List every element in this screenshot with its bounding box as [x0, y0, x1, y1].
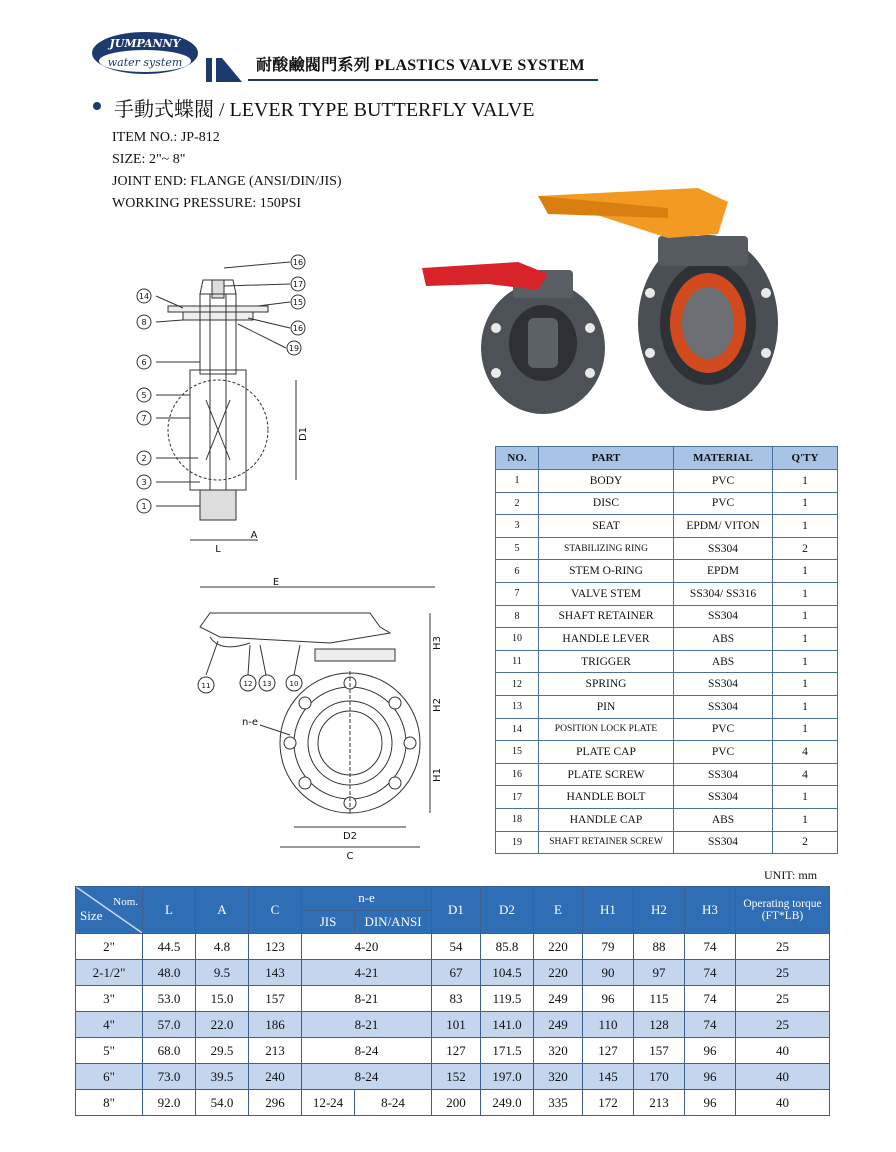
- cell-d2: 141.0: [481, 1012, 534, 1038]
- col-h2: H2: [634, 887, 685, 934]
- part-no: 5: [496, 537, 539, 560]
- callout-10: 10: [289, 680, 299, 688]
- part-qty: 1: [773, 718, 838, 741]
- cell-ne: 8-24: [302, 1064, 432, 1090]
- part-qty: 1: [773, 673, 838, 696]
- header-mark-icon: [206, 56, 246, 84]
- callout-11: 11: [201, 682, 211, 690]
- callout-1: 1: [141, 502, 147, 511]
- part-qty: 1: [773, 582, 838, 605]
- part-material: PVC: [674, 492, 773, 515]
- table-row: [496, 831, 838, 854]
- part-name: BODY: [539, 470, 674, 493]
- col-din: DIN/ANSI: [355, 910, 432, 934]
- part-material: SS304: [674, 786, 773, 809]
- cell-h3: 74: [685, 960, 736, 986]
- cell-e: 249: [534, 986, 583, 1012]
- cell-c: 157: [249, 986, 302, 1012]
- cell-ne: 4-21: [302, 960, 432, 986]
- cell-h1: 145: [583, 1064, 634, 1090]
- cell-l: 73.0: [143, 1064, 196, 1090]
- callout-13: 13: [262, 680, 272, 688]
- dim-e: E: [272, 577, 280, 588]
- nom-label: Nom.: [113, 896, 138, 908]
- table-row: [496, 492, 838, 515]
- table-row: [496, 582, 838, 605]
- part-qty: 1: [773, 470, 838, 493]
- table-row: [496, 718, 838, 741]
- part-qty: 1: [773, 808, 838, 831]
- cell-torque: 40: [736, 1038, 830, 1064]
- spec-item-no: ITEM NO.: JP-812: [112, 130, 220, 145]
- part-name: SEAT: [539, 515, 674, 538]
- part-qty: 1: [773, 515, 838, 538]
- part-qty: 1: [773, 605, 838, 628]
- cell-l: 53.0: [143, 986, 196, 1012]
- part-material: SS304/ SS316: [674, 582, 773, 605]
- cell-size: 3": [76, 986, 143, 1012]
- table-row: [76, 934, 830, 960]
- header-title: 耐酸鹼閥門系列 PLASTICS VALVE SYSTEM: [256, 57, 585, 74]
- cell-h1: 127: [583, 1038, 634, 1064]
- table-row: [76, 1012, 830, 1038]
- table-row: [496, 695, 838, 718]
- cell-jis: 12-24: [302, 1090, 355, 1116]
- col-l: L: [143, 887, 196, 934]
- col-h1: H1: [583, 887, 634, 934]
- callout-12: 12: [243, 680, 253, 688]
- cell-l: 68.0: [143, 1038, 196, 1064]
- cell-d1: 152: [432, 1064, 481, 1090]
- cell-size: 2-1/2": [76, 960, 143, 986]
- cell-ne: 4-20: [302, 934, 432, 960]
- cell-d1: 83: [432, 986, 481, 1012]
- part-material: ABS: [674, 628, 773, 651]
- callout-2: 2: [141, 454, 147, 463]
- part-material: SS304: [674, 763, 773, 786]
- dimensions-table: [75, 886, 830, 1116]
- callout-7: 7: [141, 414, 147, 423]
- callout-17: 17: [292, 280, 304, 289]
- part-no: 1: [496, 470, 539, 493]
- part-no: 2: [496, 492, 539, 515]
- part-material: SS304: [674, 605, 773, 628]
- parts-col-part: PART: [539, 447, 674, 470]
- cell-h2: 115: [634, 986, 685, 1012]
- table-row: [496, 515, 838, 538]
- part-name: TRIGGER: [539, 650, 674, 673]
- unit-label: UNIT: mm: [764, 868, 818, 882]
- table-row: [76, 1064, 830, 1090]
- cell-ne: 8-24: [302, 1038, 432, 1064]
- cell-a: 29.5: [196, 1038, 249, 1064]
- torque-unit: (FT*LB): [761, 910, 804, 922]
- col-torque: [736, 887, 830, 934]
- part-no: 11: [496, 650, 539, 673]
- table-row: [496, 763, 838, 786]
- cell-h1: 90: [583, 960, 634, 986]
- part-qty: 4: [773, 763, 838, 786]
- cell-torque: 25: [736, 934, 830, 960]
- dim-ne: n-e: [241, 717, 259, 728]
- part-material: PVC: [674, 470, 773, 493]
- cell-l: 48.0: [143, 960, 196, 986]
- part-qty: 4: [773, 741, 838, 764]
- parts-col-material: MATERIAL: [674, 447, 773, 470]
- cell-a: 15.0: [196, 986, 249, 1012]
- callout-16a: 16: [292, 258, 304, 267]
- part-no: 15: [496, 741, 539, 764]
- part-material: SS304: [674, 831, 773, 854]
- cell-e: 220: [534, 960, 583, 986]
- cell-e: 220: [534, 934, 583, 960]
- spec-joint: JOINT END: FLANGE (ANSI/DIN/JIS): [112, 174, 342, 189]
- col-e: E: [534, 887, 583, 934]
- product-title: 手動式蝶閥 / LEVER TYPE BUTTERFLY VALVE: [114, 99, 535, 121]
- cell-size: 2": [76, 934, 143, 960]
- callout-15: 15: [292, 298, 304, 307]
- part-qty: 1: [773, 560, 838, 583]
- part-material: SS304: [674, 673, 773, 696]
- part-name: STEM O-RING: [539, 560, 674, 583]
- cell-size: 4": [76, 1012, 143, 1038]
- callout-19: 19: [288, 344, 300, 353]
- part-no: 10: [496, 628, 539, 651]
- part-qty: 1: [773, 695, 838, 718]
- dim-d1: D1: [298, 426, 309, 442]
- dims-header-row: [76, 887, 830, 911]
- part-qty: 1: [773, 786, 838, 809]
- cell-c: 143: [249, 960, 302, 986]
- part-no: 17: [496, 786, 539, 809]
- part-name: SHAFT RETAINER SCREW: [539, 831, 674, 854]
- table-row: [76, 1038, 830, 1064]
- header-rule: [248, 79, 598, 81]
- cell-size: 8": [76, 1090, 143, 1116]
- part-qty: 1: [773, 492, 838, 515]
- part-material: PVC: [674, 741, 773, 764]
- part-material: PVC: [674, 718, 773, 741]
- cell-a: 39.5: [196, 1064, 249, 1090]
- torque-label: Operating torque: [743, 898, 822, 910]
- table-row: [496, 808, 838, 831]
- table-row: [496, 605, 838, 628]
- dim-h3: H3: [432, 636, 443, 650]
- part-no: 3: [496, 515, 539, 538]
- part-material: ABS: [674, 808, 773, 831]
- callout-14: 14: [138, 292, 150, 301]
- part-no: 18: [496, 808, 539, 831]
- size-nom-header: [76, 887, 143, 934]
- dim-l: L: [215, 544, 221, 555]
- cell-h3: 74: [685, 934, 736, 960]
- table-row: [496, 673, 838, 696]
- cell-h3: 74: [685, 986, 736, 1012]
- cell-h2: 213: [634, 1090, 685, 1116]
- cell-h2: 97: [634, 960, 685, 986]
- cell-c: 186: [249, 1012, 302, 1038]
- col-c: C: [249, 887, 302, 934]
- part-no: 13: [496, 695, 539, 718]
- brand-logo: [90, 30, 200, 76]
- cell-h1: 79: [583, 934, 634, 960]
- parts-table: [495, 446, 838, 854]
- cell-d1: 127: [432, 1038, 481, 1064]
- cell-d2: 104.5: [481, 960, 534, 986]
- cell-d2: 197.0: [481, 1064, 534, 1090]
- bullet-icon: [93, 102, 101, 110]
- cell-torque: 40: [736, 1064, 830, 1090]
- cell-h2: 88: [634, 934, 685, 960]
- section-drawing: [128, 250, 318, 560]
- spec-pressure: WORKING PRESSURE: 150PSI: [112, 196, 302, 211]
- cell-d2: 171.5: [481, 1038, 534, 1064]
- table-row: [76, 960, 830, 986]
- cell-ne: 8-21: [302, 1012, 432, 1038]
- product-photo: [418, 178, 798, 418]
- cell-h2: 128: [634, 1012, 685, 1038]
- part-qty: 2: [773, 831, 838, 854]
- part-material: SS304: [674, 695, 773, 718]
- table-row: [76, 986, 830, 1012]
- cell-size: 5": [76, 1038, 143, 1064]
- cell-h3: 96: [685, 1090, 736, 1116]
- part-qty: 2: [773, 537, 838, 560]
- cell-l: 57.0: [143, 1012, 196, 1038]
- table-row: [496, 537, 838, 560]
- cell-d1: 200: [432, 1090, 481, 1116]
- cell-e: 320: [534, 1064, 583, 1090]
- logo-line2: water system: [107, 56, 183, 69]
- cell-c: 213: [249, 1038, 302, 1064]
- cell-a: 4.8: [196, 934, 249, 960]
- cell-torque: 25: [736, 986, 830, 1012]
- table-row: [76, 1090, 830, 1116]
- part-name: VALVE STEM: [539, 582, 674, 605]
- callout-8: 8: [141, 318, 147, 327]
- part-no: 14: [496, 718, 539, 741]
- dim-c: C: [346, 851, 354, 862]
- parts-col-no: NO.: [496, 447, 539, 470]
- cell-d2: 249.0: [481, 1090, 534, 1116]
- cell-h1: 96: [583, 986, 634, 1012]
- col-d1: D1: [432, 887, 481, 934]
- cell-d2: 85.8: [481, 934, 534, 960]
- cell-d1: 54: [432, 934, 481, 960]
- cell-h2: 170: [634, 1064, 685, 1090]
- table-row: [496, 470, 838, 493]
- part-material: EPDM/ VITON: [674, 515, 773, 538]
- cell-c: 296: [249, 1090, 302, 1116]
- cell-d2: 119.5: [481, 986, 534, 1012]
- callout-16b: 16: [292, 324, 304, 333]
- part-no: 6: [496, 560, 539, 583]
- size-label: Size: [80, 908, 103, 923]
- part-qty: 1: [773, 628, 838, 651]
- part-material: EPDM: [674, 560, 773, 583]
- logo-line1: JUMPANNY: [109, 37, 181, 50]
- cell-d1: 67: [432, 960, 481, 986]
- cell-h1: 110: [583, 1012, 634, 1038]
- part-no: 16: [496, 763, 539, 786]
- part-name: SPRING: [539, 673, 674, 696]
- part-name: STABILIZING RING: [539, 537, 674, 560]
- cell-a: 22.0: [196, 1012, 249, 1038]
- part-name: HANDLE CAP: [539, 808, 674, 831]
- part-name: POSITION LOCK PLATE: [539, 718, 674, 741]
- col-h3: H3: [685, 887, 736, 934]
- table-row: [496, 741, 838, 764]
- cell-a: 9.5: [196, 960, 249, 986]
- col-d2: D2: [481, 887, 534, 934]
- part-no: 8: [496, 605, 539, 628]
- col-jis: JIS: [302, 910, 355, 934]
- dim-d2: D2: [342, 831, 358, 842]
- cell-a: 54.0: [196, 1090, 249, 1116]
- part-no: 19: [496, 831, 539, 854]
- part-name: PLATE SCREW: [539, 763, 674, 786]
- col-a: A: [196, 887, 249, 934]
- cell-e: 249: [534, 1012, 583, 1038]
- col-ne: n-e: [302, 887, 432, 911]
- part-name: DISC: [539, 492, 674, 515]
- cell-torque: 40: [736, 1090, 830, 1116]
- table-row: [496, 650, 838, 673]
- table-row: [496, 786, 838, 809]
- part-material: ABS: [674, 650, 773, 673]
- callout-6: 6: [141, 358, 147, 367]
- cell-torque: 25: [736, 960, 830, 986]
- cell-c: 240: [249, 1064, 302, 1090]
- part-no: 12: [496, 673, 539, 696]
- spec-size: SIZE: 2"~ 8": [112, 152, 186, 167]
- part-name: PIN: [539, 695, 674, 718]
- dim-a: A: [250, 530, 258, 541]
- callout-3: 3: [141, 478, 147, 487]
- cell-size: 6": [76, 1064, 143, 1090]
- cell-ne: 8-21: [302, 986, 432, 1012]
- cell-h3: 74: [685, 1012, 736, 1038]
- cell-h2: 157: [634, 1038, 685, 1064]
- front-drawing: [190, 575, 460, 865]
- part-qty: 1: [773, 650, 838, 673]
- part-material: SS304: [674, 537, 773, 560]
- part-name: SHAFT RETAINER: [539, 605, 674, 628]
- cell-h1: 172: [583, 1090, 634, 1116]
- cell-torque: 25: [736, 1012, 830, 1038]
- cell-e: 335: [534, 1090, 583, 1116]
- cell-din: 8-24: [355, 1090, 432, 1116]
- parts-header-row: [496, 447, 838, 470]
- cell-d1: 101: [432, 1012, 481, 1038]
- cell-h3: 96: [685, 1064, 736, 1090]
- part-name: HANDLE BOLT: [539, 786, 674, 809]
- callout-5: 5: [141, 391, 147, 400]
- cell-h3: 96: [685, 1038, 736, 1064]
- cell-e: 320: [534, 1038, 583, 1064]
- table-row: [496, 560, 838, 583]
- dim-h2: H2: [432, 698, 443, 712]
- parts-col-qty: Q'TY: [773, 447, 838, 470]
- table-row: [496, 628, 838, 651]
- cell-l: 92.0: [143, 1090, 196, 1116]
- part-no: 7: [496, 582, 539, 605]
- part-name: HANDLE LEVER: [539, 628, 674, 651]
- cell-l: 44.5: [143, 934, 196, 960]
- part-name: PLATE CAP: [539, 741, 674, 764]
- dim-h1: H1: [432, 768, 443, 782]
- cell-c: 123: [249, 934, 302, 960]
